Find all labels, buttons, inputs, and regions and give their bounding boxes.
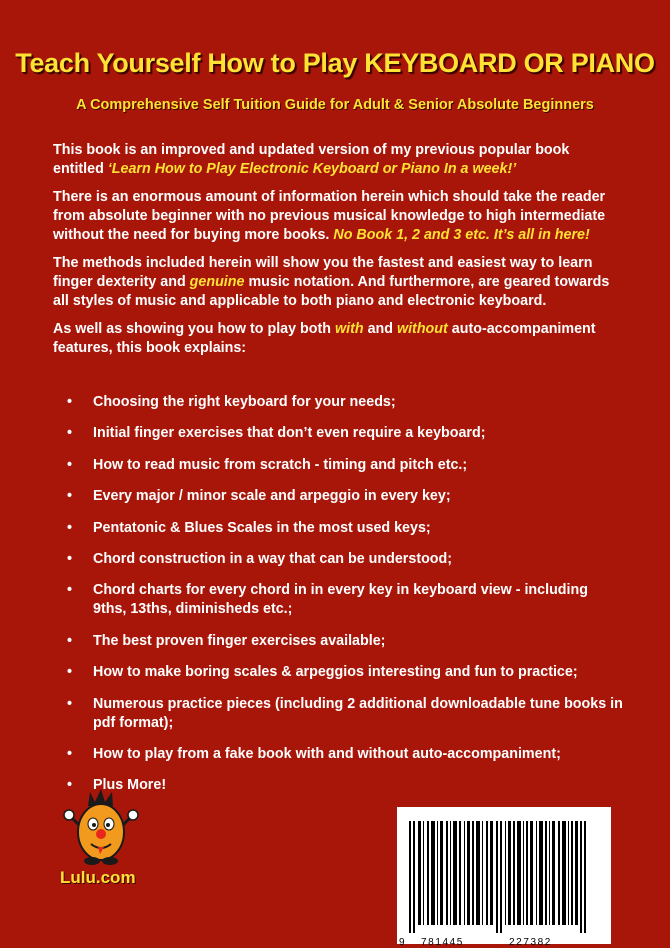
list-item: • Every major / minor scale and arpeggio in every key; xyxy=(64,487,624,506)
paragraph-3 xyxy=(53,254,623,311)
list-item: • The best proven finger exercises available; xyxy=(64,632,624,651)
description xyxy=(53,141,623,367)
paragraph-2 xyxy=(53,188,623,245)
paragraph-3-emphasis: genuine xyxy=(189,274,245,290)
list-item: • Initial finger exercises that don’t even require a keyboard; xyxy=(64,424,624,443)
list-item: • Chord construction in a way that can be understood; xyxy=(64,550,624,569)
title-prefix: Teach Yourself How to Play xyxy=(15,48,365,78)
list-item: • Pentatonic & Blues Scales in the most used keys; xyxy=(64,519,624,538)
feature-list xyxy=(64,393,624,808)
barcode-bars xyxy=(409,821,599,933)
book-subtitle: A Comprehensive Self Tuition Guide for Adult & Senior Absolute Beginners xyxy=(76,97,594,113)
previous-book-title: ‘Learn How to Play Electronic Keyboard or Piano In a week!’ xyxy=(107,161,517,177)
barcode-digit-first: 9 xyxy=(399,937,407,948)
barcode xyxy=(397,807,611,948)
list-item: • Plus More! xyxy=(64,776,624,795)
barcode-digits-right: 227382 xyxy=(509,937,552,948)
list-item: • Choosing the right keyboard for your needs; xyxy=(64,393,624,412)
paragraph-4-and: and xyxy=(363,321,397,337)
paragraph-4-text-b: auto-accompaniment features, this book explains: xyxy=(53,321,596,356)
paragraph-4-with: with xyxy=(335,321,364,337)
list-item: • How to play from a fake book with and without auto-accompaniment; xyxy=(64,745,624,764)
paragraph-4-text-a: As well as showing you how to play both xyxy=(53,321,335,337)
list-item: • Chord charts for every chord in in every key in keyboard view - including 9ths, 13ths, diminisheds etc.; xyxy=(64,581,624,619)
list-item: • Numerous practice pieces (including 2 additional downloadable tune books in pdf format); xyxy=(64,695,624,733)
publisher-name: Lulu.com xyxy=(60,868,136,887)
barcode-digits-left: 781445 xyxy=(421,937,464,948)
list-item: • How to make boring scales & arpeggios interesting and fun to practice; xyxy=(64,663,624,682)
paragraph-3-text-a: The methods included herein will show you the fastest and easiest way to learn finger dexterity and xyxy=(53,255,593,290)
paragraph-1-text: This book is an improved and updated version of my previous popular book entitled xyxy=(53,142,570,177)
lulu-mascot-logo xyxy=(60,786,142,868)
book-title xyxy=(0,48,670,79)
paragraph-4-without: without xyxy=(396,321,448,337)
paragraph-4 xyxy=(53,320,623,358)
title-emphasis: KEYBOARD OR PIANO xyxy=(364,48,655,78)
paragraph-2-emphasis: No Book 1, 2 and 3 etc. It’s all in here! xyxy=(333,227,590,243)
paragraph-1 xyxy=(53,141,623,179)
list-item: • How to read music from scratch - timing and pitch etc.; xyxy=(64,456,624,475)
paragraph-2-text: There is an enormous amount of information herein which should take the reader from absolute beginner with no previous musical knowledge to high intermediate without the need for buying more books. xyxy=(53,189,606,243)
paragraph-3-text-b: music notation. And furthermore, are geared towards all styles of music and applicable to both piano and electronic keyboard. xyxy=(53,274,610,309)
